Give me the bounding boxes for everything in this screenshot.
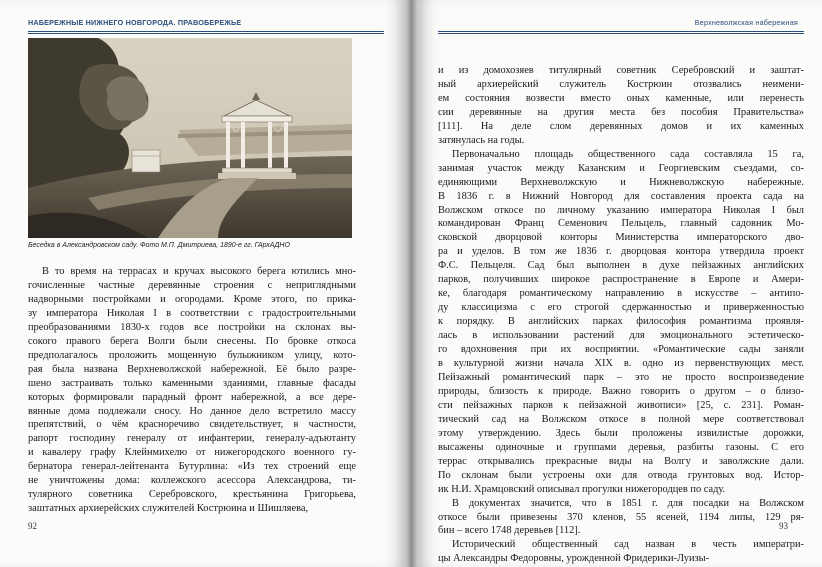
body-line: сти пейзажных парков к пейзажной живописи» [25, с. 231]. Роман- — [438, 399, 804, 411]
body-line: сокого правого берега Волги были снесены. По бровке откоса — [28, 335, 356, 347]
body-line: надворными постройками и огородами. Кроме этого, по прика- — [28, 293, 356, 305]
body-line: не уничтожены дома: коллежского асессора Александрова, ти- — [28, 475, 356, 487]
body-line: и из домохозяев титулярный советник Серебровский и заштат- — [438, 65, 804, 76]
body-line: в культурной жизни начала XIX в. одно из первенствующих мест. — [438, 358, 804, 370]
body-line: ду классицизма с его строгой сдержанностью и приверженностью — [438, 302, 804, 314]
book-gutter — [405, 0, 418, 567]
body-line: рая была названа Верхневолжской набережной. Её было разре- — [28, 363, 356, 375]
body-line: го вдохновения при их восприятии. «Романтические сады заняли — [438, 344, 804, 356]
body-line: В документах значится, что в 1851 г. для посадки на Волжском — [452, 497, 804, 509]
body-line: Пейзажный романтический парк – это не просто воспроизведение — [438, 371, 804, 383]
gazebo-photo — [28, 38, 352, 238]
body-line: По склонам были устроены охи для отвода грунтовых вод. Истор- — [438, 469, 804, 481]
body-line: единяющими Верхневолжскую и Нижневолжскую набережные. — [438, 176, 804, 188]
body-line: ра и уделов. В том же 1836 г. дворцовая контора утвердила проект — [438, 246, 804, 258]
gazebo-photo-illustration — [28, 38, 352, 238]
body-line: занимая участок между Казанским и Георгиевским съездами, со- — [438, 162, 804, 174]
body-line: этому утверждению. Здесь были проложены извилистые дорожки, — [438, 427, 804, 439]
body-line: шено застраивать только каменными зданиями, главные фасады — [28, 377, 356, 389]
running-head-left: НАБЕРЕЖНЫЕ НИЖНЕГО НОВГОРОДА. ПРАВОБЕРЕЖЬЕ — [28, 18, 242, 27]
body-line: Первоначально площадь общественного сада составляла 15 га, — [452, 148, 804, 160]
body-line: цы Александры Федоровны, урожденной Фридерики-Луизы- — [438, 553, 710, 565]
body-line: бернатора генерал-лейтенанта Бутурлина: «Из тех строений еще — [28, 461, 356, 473]
header-rule-left — [28, 31, 384, 34]
body-line: к порядку. В английских парках философия романтизма проявля- — [438, 316, 804, 328]
body-line: сии деревянные на другия места без пособия Правительства» — [438, 106, 804, 118]
body-line: гочисленные частные деревянные строения с неприглядными — [28, 279, 356, 291]
body-line: откосе были привезены 370 кленов, 55 ясеней, 1194 липы, 129 ря- — [438, 511, 804, 523]
right-page — [418, 0, 822, 567]
body-line: высажены одиночные и группами деревья, разбиты газоны. С его — [438, 441, 804, 453]
right-body-text — [438, 64, 804, 566]
body-line: которых формировали парадный фронт набережной, а все дере- — [28, 391, 356, 403]
left-page — [0, 0, 405, 567]
body-line: ик Н.И. Храмцовский описывал прогулки нижегородцев по саду. — [438, 483, 726, 495]
body-line: террас открывались прекрасные виды на Волгу и заволжские дали. — [438, 455, 804, 467]
body-line: лась в использовании растений для эмоционального эстетическо- — [438, 330, 804, 342]
body-line: природы, близость к природе. Важно говорить о другом – о близо- — [438, 385, 804, 397]
page-number-left: 92 — [28, 521, 37, 531]
header-rule-right — [438, 31, 804, 34]
body-line: Исторический общественный сад назван в честь императри- — [452, 539, 804, 551]
body-line: парков, получивших широкое распространение в Европе и Амери- — [438, 274, 804, 286]
body-line: вянные дома подлежали сносу. Но данное дело встретило массу — [28, 405, 356, 417]
body-line: рапорт господину генералу от инфантерии, генералу-адъютанту — [28, 433, 356, 445]
body-line: В 1836 г. в Нижний Новгород для составления проекта сада на — [438, 190, 804, 202]
page-number-right: 93 — [779, 521, 788, 531]
body-line: затянулась на годы. — [438, 134, 525, 146]
running-head-right: Верхневолжская набережная — [694, 18, 798, 27]
body-line: ке, благодаря романтическому направлению в искусстве – антипо- — [438, 288, 804, 300]
body-line: зу императора Николая I в соответствии с градостроительными — [28, 307, 356, 319]
body-line: Волжском откосе по личному указанию императора Николая I был — [438, 204, 804, 216]
body-line: [111]. На деле слом деревянных домов и их каменных — [438, 120, 804, 132]
body-line: ный архиерейский служитель Кострюин отозвались неимени- — [438, 78, 804, 90]
body-line: предполагалось проложить мощенную булыжником улицу, кото- — [28, 349, 356, 361]
body-line: командирован Франц Семенович Пельцель, главный садовник Мо- — [438, 218, 804, 230]
body-line: Ф.С. Пельцеля. Сад был выполнен в духе пейзажных английских — [438, 260, 804, 272]
body-line: бин – всего 1748 деревьев [112]. — [438, 525, 581, 537]
photo-caption: Беседка в Александровском саду. Фото М.П. Дмитриева, 1890-е гг. ГАрхАДНО — [28, 242, 290, 249]
left-body-text — [28, 265, 356, 516]
body-line: тический сад на Волжском откосе в полной мере соответствовал — [438, 413, 804, 425]
body-line: тулярного советника Серебровского, крестьянина Григорьева, — [28, 489, 356, 501]
body-line: ем состояния возвести вместо оных каменные, или перенесть — [438, 92, 804, 104]
body-line: и кавалеру графу Клейнмихелю от нижегородского военного гу- — [28, 447, 356, 459]
body-line: заштатных архиерейских служителей Кострюина и Шишляева, — [28, 503, 309, 515]
body-line: преобразованиями 1830-х годов все постройки на склонах вы- — [28, 321, 356, 333]
body-line: препятствий, о чём красноречиво свидетельствует, в частности, — [28, 419, 356, 431]
body-line: В то время на террасах и кручах высокого берега ютились мно- — [42, 266, 356, 277]
body-line: сковской дворцовой конторы Министерства императорского дво- — [438, 232, 804, 244]
